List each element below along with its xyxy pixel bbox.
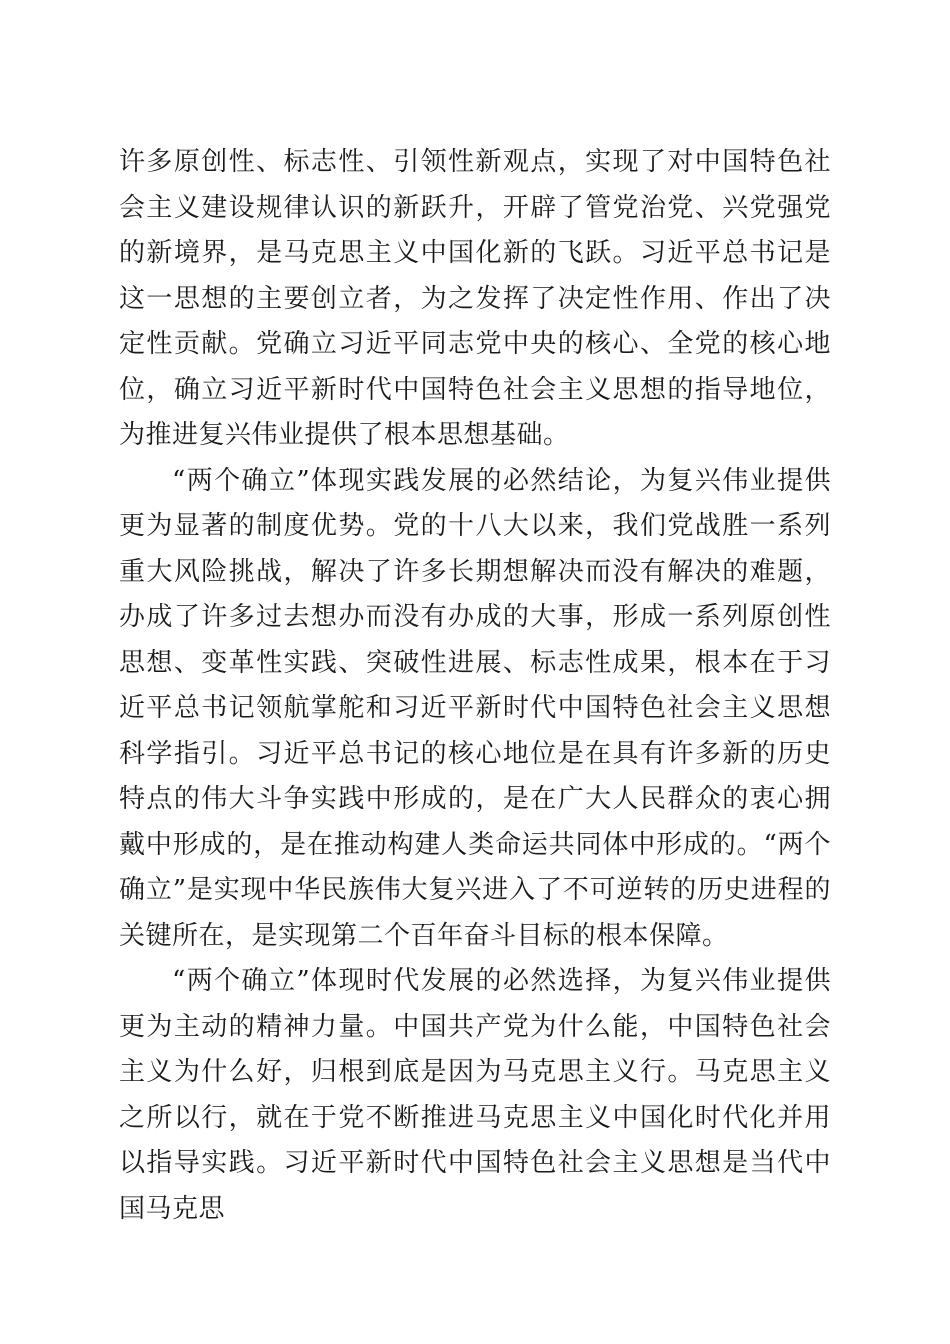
body-text (119, 140, 831, 1232)
paragraph-era-choice: “两个确立”体现时代发展的必然选择，为复兴伟业提供更为主动的精神力量。中国共产党为什么能，中国特色社会主义为什么好，归根到底是因为马克思主义行。马克思主义之所以行，就在于党不断推进马克思主义中国化时代化并用以指导实践。习近平新时代中国特色社会主义思想是当代中国马克思 (119, 966, 831, 1224)
paragraph-practice-conclusion: “两个确立”体现实践发展的必然结论，为复兴伟业提供更为显著的制度优势。党的十八大以来，我们党战胜一系列重大风险挑战，解决了许多长期想解决而没有解决的难题，办成了许多过去想办而没有办成的大事，形成一系列原创性思想、变革性实践、突破性进展、标志性成果，根本在于习近平总书记领航掌舵和习近平新时代中国特色社会主义思想科学指引。习近平总书记的核心地位是在具有许多新的历史特点的伟大斗争实践中形成的，是在广大人民群众的衷心拥戴中形成的，是在推动构建人类命运共同体中形成的。“两个确立”是实现中华民族伟大复兴进入了不可逆转的历史进程的关键所在，是实现第二个百年奋斗目标的根本保障。 (119, 465, 831, 951)
paragraph-continuation: 许多原创性、标志性、引领性新观点，实现了对中国特色社会主义建设规律认识的新跃升，开辟了管党治党、兴党强党的新境界，是马克思主义中国化新的飞跃。习近平总书记是这一思想的主要创立者，为之发挥了决定性作用、作出了决定性贡献。党确立习近平同志党中央的核心、全党的核心地位，确立习近平新时代中国特色社会主义思想的指导地位，为推进复兴伟业提供了根本思想基础。 (119, 147, 831, 450)
